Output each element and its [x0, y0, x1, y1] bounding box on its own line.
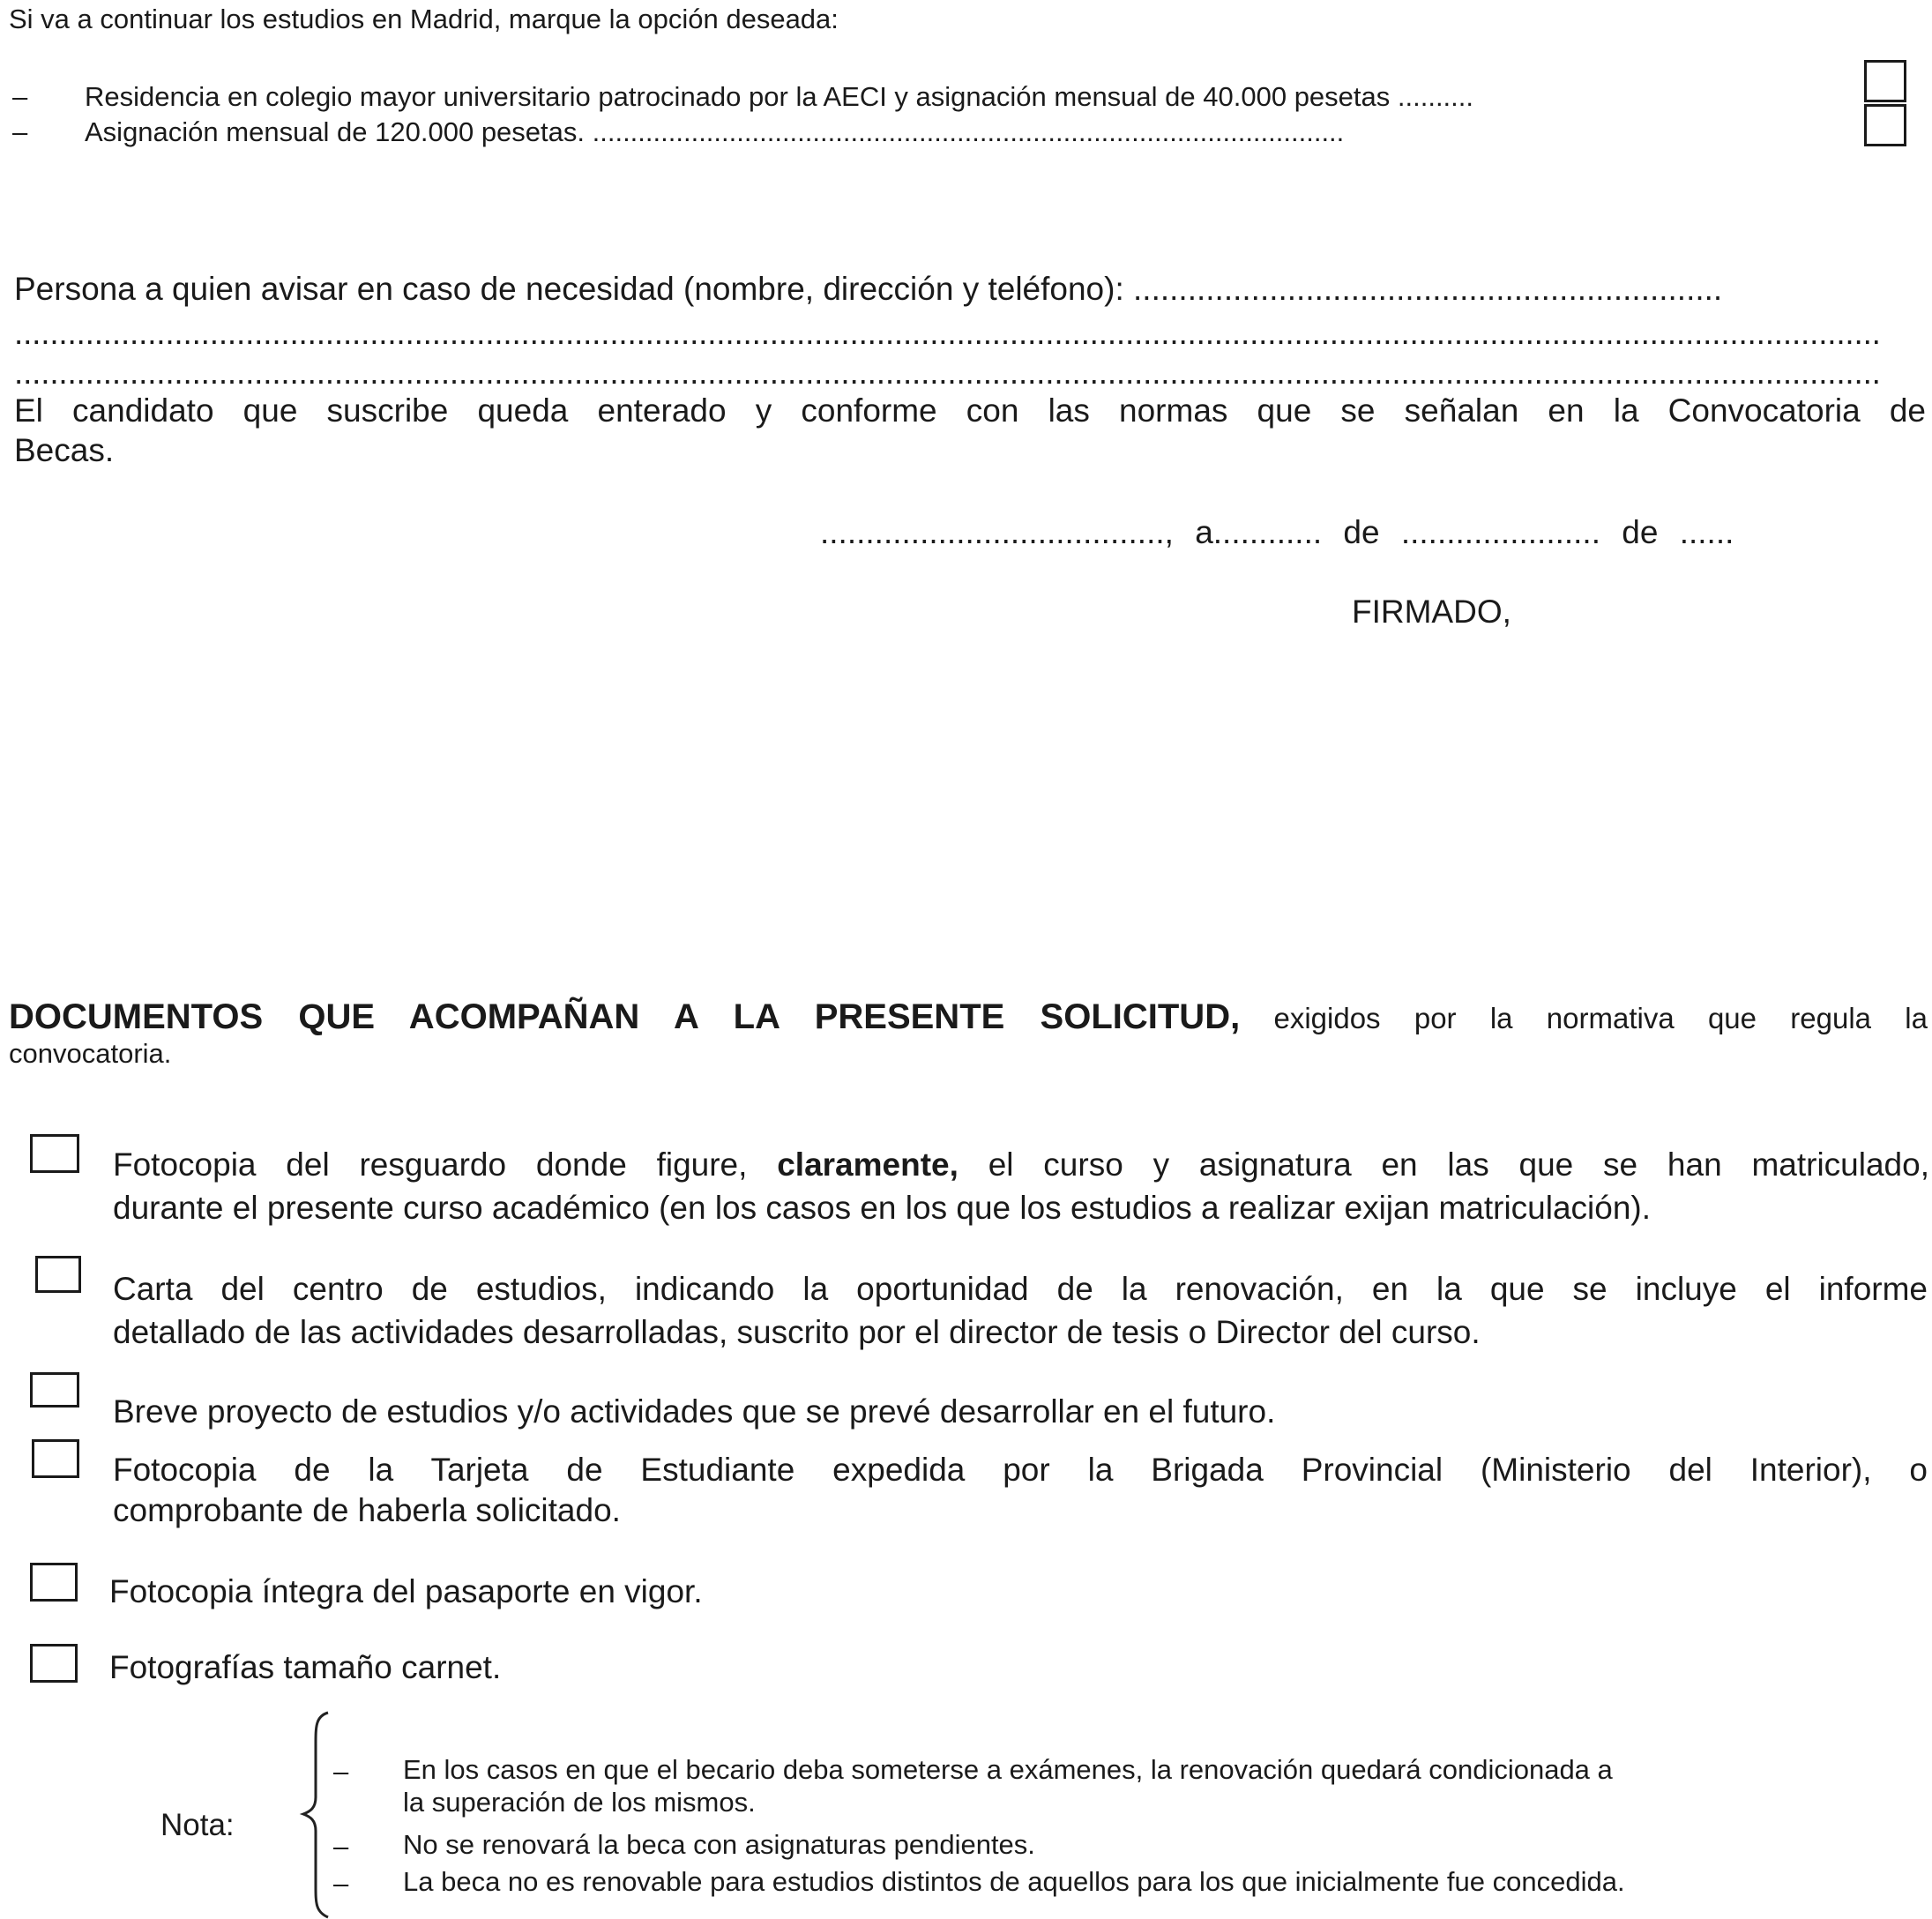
- note-item-renovable: La beca no es renovable para estudios distintos de aquellos para los que inicialmente fue concedida.: [403, 1866, 1625, 1897]
- document-checkbox-pasaporte[interactable]: [30, 1563, 78, 1602]
- document-item-emphasis: claramente,: [777, 1146, 959, 1183]
- document-item-matricula: [113, 1146, 1929, 1184]
- note-label: Nota:: [160, 1808, 235, 1842]
- document-item-tarjeta-line-2: comprobante de haberla solicitado.: [113, 1492, 621, 1528]
- place-date-line[interactable]: ......................................, a............ de ...................... de ......: [820, 514, 1734, 550]
- option-dash: –: [12, 81, 28, 112]
- documents-heading-rest: exigidos por la normativa que regula la: [1240, 1002, 1928, 1034]
- contact-person-label: Persona a quien avisar en caso de necesidad (nombre, dirección y teléfono): .................................................................: [14, 271, 1723, 307]
- madrid-intro: Si va a continuar los estudios en Madrid, marque la opción deseada:: [9, 4, 839, 34]
- option-residencia-checkbox[interactable]: [1864, 60, 1906, 102]
- declaration-text-end: Becas.: [14, 432, 115, 468]
- document-item-proyecto: Breve proyecto de estudios y/o actividades que se prevé desarrollar en el futuro.: [113, 1393, 1276, 1430]
- document-item-fotografias: Fotografías tamaño carnet.: [109, 1649, 502, 1685]
- document-checkbox-fotografias[interactable]: [30, 1644, 78, 1683]
- document-item-tarjeta: Fotocopia de la Tarjeta de Estudiante expedida por la Brigada Provincial (Ministerio del Interior), o: [113, 1452, 1928, 1488]
- document-checkbox-carta[interactable]: [35, 1256, 81, 1293]
- note-dash: –: [333, 1831, 349, 1862]
- documents-heading: [9, 997, 1928, 1037]
- signed-label: FIRMADO,: [1352, 594, 1511, 630]
- note-item-examenes: En los casos en que el becario deba someterse a exámenes, la renovación quedará condicionada a: [403, 1754, 1613, 1785]
- note-brace: [291, 1709, 335, 1919]
- document-item-carta: Carta del centro de estudios, indicando la oportunidad de la renovación, en la que se incluye el informe: [113, 1271, 1928, 1307]
- note-dash: –: [333, 1756, 349, 1787]
- document-checkbox-matricula[interactable]: [30, 1134, 79, 1173]
- note-item-examenes-line-2: la superación de los mismos.: [403, 1787, 756, 1818]
- documents-heading-end: convocatoria.: [9, 1038, 172, 1069]
- document-item-matricula-line-2: durante el presente curso académico (en los casos en los que los estudios a realizar exijan matriculación).: [113, 1190, 1652, 1226]
- contact-person-line-2[interactable]: ..................................................................................................................................................................................................................: [14, 315, 1881, 351]
- documents-heading-bold: DOCUMENTOS QUE ACOMPAÑAN A LA PRESENTE SOLICITUD,: [9, 997, 1241, 1036]
- contact-person-line-3[interactable]: ..................................................................................................................................................................................................................: [14, 355, 1881, 391]
- option-asignacion-label: Asignación mensual de 120.000 pesetas. ...................................................................................................: [85, 116, 1345, 147]
- document-item-text: Fotocopia del resguardo donde figure,: [113, 1146, 778, 1183]
- document-item-pasaporte: Fotocopia íntegra del pasaporte en vigor.: [109, 1573, 703, 1609]
- note-item-pendientes: No se renovará la beca con asignaturas pendientes.: [403, 1829, 1035, 1860]
- document-checkbox-tarjeta[interactable]: [32, 1439, 79, 1478]
- option-residencia-label: Residencia en colegio mayor universitario patrocinado por la AECI y asignación mensual de 40.000 pesetas ..........: [85, 81, 1474, 112]
- document-item-text: el curso y asignatura en las que se han matriculado,: [958, 1146, 1929, 1183]
- note-dash: –: [333, 1868, 349, 1899]
- option-dash: –: [12, 116, 28, 147]
- document-checkbox-proyecto[interactable]: [30, 1372, 79, 1408]
- declaration-text: El candidato que suscribe queda enterado y conforme con las normas que se señalan en la Convocatoria de: [14, 392, 1926, 429]
- document-item-carta-line-2: detallado de las actividades desarrolladas, suscrito por el director de tesis o Director del curso.: [113, 1314, 1481, 1350]
- option-asignacion-checkbox[interactable]: [1864, 104, 1906, 146]
